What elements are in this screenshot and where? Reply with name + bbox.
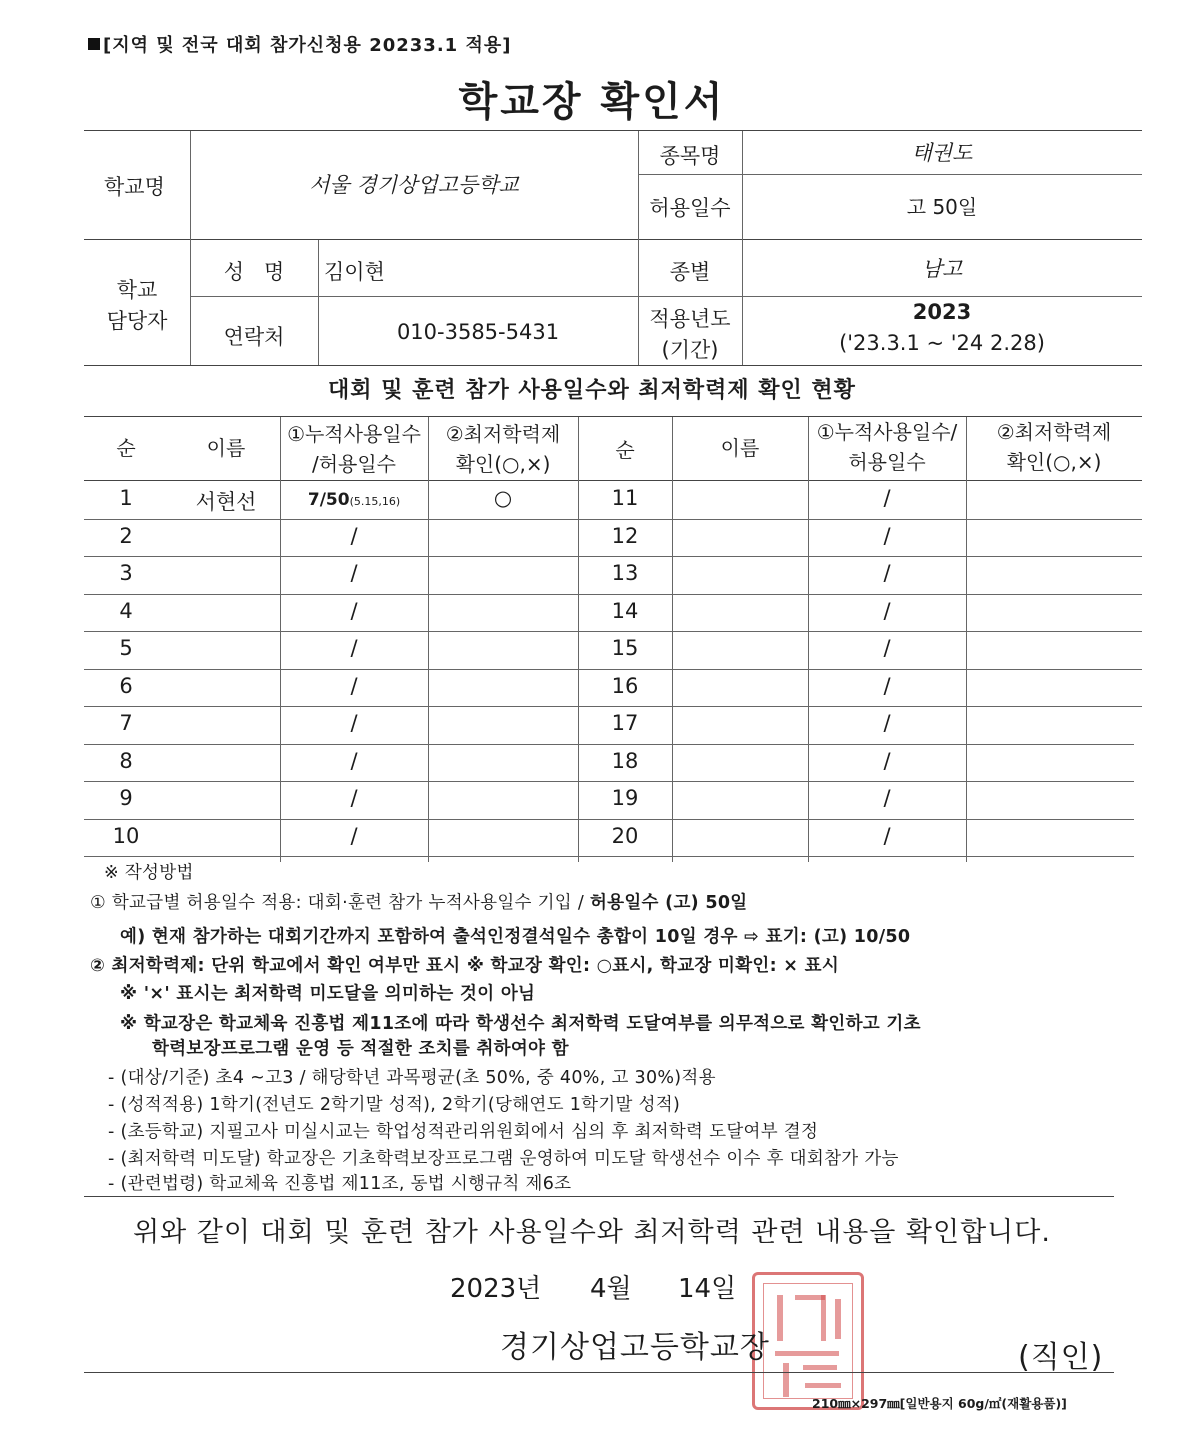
row-days-value: /	[350, 824, 358, 848]
row-days-right: /	[883, 674, 891, 698]
row-days-value: /	[350, 599, 358, 623]
row-number-left: 10	[112, 824, 140, 848]
row-days-left	[280, 599, 428, 623]
row-days-right: /	[883, 486, 891, 510]
principal-title: 경기상업고등학교장	[500, 1330, 770, 1365]
note-allowed-days: ① 학교급별 허용일수 적용: 대회·훈련 참가 누적사용일수 기입 / 허용일수 (고) 50일	[90, 893, 748, 913]
note-x-meaning: ※ '×' 표시는 최저학력 미도달을 의미하는 것이 아님	[120, 984, 536, 1004]
row-days-value: /	[350, 786, 358, 810]
header-days-left-line2: /허용일수	[311, 452, 397, 476]
row-number-left: 2	[119, 524, 133, 548]
note-law-line2: 학력보장프로그램 운영 등 적절한 조치를 취하여야 함	[152, 1039, 569, 1059]
section-title: 대회 및 훈련 참가 사용일수와 최저학력제 확인 현황	[328, 378, 856, 403]
row-number-left: 5	[119, 636, 133, 660]
header-check-right-line1: ②최저학력제	[996, 420, 1112, 444]
date-day: 14일	[678, 1274, 737, 1304]
row-number-left: 6	[119, 674, 133, 698]
note-laws: - (관련법령) 학교체육 진흥법 제11조, 동법 시행규칙 제6조	[108, 1174, 572, 1194]
row-number-left: 1	[119, 486, 133, 510]
row-name-left: 서현선	[195, 490, 257, 514]
year-label-line1: 적용년도	[649, 307, 731, 331]
manager-label-line1: 학교	[116, 278, 158, 302]
header-days-right-line1: ①누적사용일수/	[816, 420, 958, 444]
note-grades: - (성적적용) 1학기(전년도 2학기말 성적), 2학기(당해연도 1학기말 성적)	[108, 1095, 681, 1115]
header-name-right: 이름	[720, 436, 760, 460]
row-days-left	[280, 674, 428, 698]
row-number-left: 7	[119, 711, 133, 735]
row-number-right: 13	[611, 561, 639, 585]
header-days-left-line1: ①누적사용일수	[287, 422, 421, 446]
row-number-right: 12	[611, 524, 639, 548]
date-month: 4월	[590, 1274, 632, 1304]
row-number-right: 14	[611, 599, 639, 623]
row-days-right: /	[883, 824, 891, 848]
row-divider	[84, 594, 1142, 595]
notes-heading: ※ 작성방법	[104, 863, 194, 883]
period-value: ('23.3.1 ~ '24 2.28)	[839, 331, 1045, 355]
row-days-left	[280, 824, 428, 848]
header-no-right: 순	[615, 438, 635, 462]
row-days-value: /	[350, 674, 358, 698]
row-number-right: 20	[611, 824, 639, 848]
row-number-left: 4	[119, 599, 133, 623]
sport-value: 태권도	[911, 141, 973, 165]
row-days-right: /	[883, 636, 891, 660]
row-check-left: ○	[493, 486, 513, 510]
row-days-value: /	[350, 749, 358, 773]
seal-placeholder-label: (직인)	[1018, 1340, 1104, 1375]
year-value: 2023	[912, 300, 972, 324]
row-number-right: 19	[611, 786, 639, 810]
row-divider	[84, 706, 1142, 707]
row-days-right: /	[883, 524, 891, 548]
row-number-left: 9	[119, 786, 133, 810]
square-bullet-icon	[88, 38, 100, 50]
row-number-left: 8	[119, 749, 133, 773]
date-year: 2023년	[450, 1274, 542, 1304]
contact-value: 010-3585-5431	[396, 320, 560, 344]
row-number-left: 3	[119, 561, 133, 585]
allowed-days-value: 고 50일	[906, 195, 978, 219]
row-days-left	[280, 636, 428, 660]
note-target: - (대상/기준) 초4 ~고3 / 해당학년 과목평균(초 50%, 중 40%, 고 30%)적용	[108, 1068, 716, 1088]
row-divider	[84, 819, 1134, 820]
row-days-right: /	[883, 711, 891, 735]
row-days-left	[280, 486, 428, 510]
row-days-left	[280, 786, 428, 810]
row-days-left	[280, 561, 428, 585]
row-days-right: /	[883, 786, 891, 810]
row-days-value: /	[350, 636, 358, 660]
row-number-right: 11	[611, 486, 639, 510]
note-not-reached: - (최저학력 미도달) 학교장은 기초학력보장프로그램 운영하여 미도달 학생선수 이수 후 대회참가 가능	[108, 1149, 899, 1169]
row-number-right: 18	[611, 749, 639, 773]
row-days-value: 7/50	[307, 490, 350, 510]
person-name-value: 김이현	[324, 260, 385, 284]
school-name-value: 서울 경기상업고등학교	[309, 173, 519, 197]
row-divider	[84, 556, 1142, 557]
gender-label: 종별	[669, 260, 711, 284]
gender-value: 남고	[921, 257, 963, 281]
row-number-right: 17	[611, 711, 639, 735]
row-days-left	[280, 524, 428, 548]
row-days-left	[280, 711, 428, 735]
sport-label: 종목명	[659, 144, 721, 168]
confirmation-statement: 위와 같이 대회 및 훈련 참가 사용일수와 최저학력 관련 내용을 확인합니다.	[133, 1217, 1051, 1248]
row-number-right: 16	[611, 674, 639, 698]
row-divider	[84, 519, 1142, 520]
allowed-days-label: 허용일수	[649, 196, 731, 220]
row-days-note: (5.15,16)	[349, 495, 401, 508]
row-number-right: 15	[611, 636, 639, 660]
row-divider	[84, 669, 1142, 670]
row-divider	[84, 781, 1134, 782]
manager-label-line2: 담당자	[106, 309, 168, 333]
row-days-left	[280, 749, 428, 773]
header-name-left: 이름	[206, 436, 246, 460]
row-days-right: /	[883, 749, 891, 773]
note-example: 예) 현재 참가하는 대회기간까지 포함하여 출석인정결석일수 총합이 10일 경우 ⇨ 표기: (고) 10/50	[120, 927, 911, 947]
note-elementary: - (초등학교) 지필고사 미실시교는 학업성적관리위원회에서 심의 후 최저학력 도달여부 결정	[108, 1122, 819, 1142]
row-divider	[84, 631, 1142, 632]
header-check-left-line2: 확인(○,×)	[455, 452, 551, 476]
row-days-value: /	[350, 711, 358, 735]
row-days-value: /	[350, 561, 358, 585]
note-law-line1: ※ 학교장은 학교체육 진흥법 제11조에 따라 학생선수 최저학력 도달여부를 의무적으로 확인하고 기초	[120, 1014, 921, 1034]
header-check-right-line2: 확인(○,×)	[1006, 450, 1102, 474]
row-divider	[84, 856, 1134, 857]
year-label-line2: (기간)	[661, 338, 719, 362]
row-divider	[84, 744, 1134, 745]
header-no-left: 순	[116, 436, 136, 460]
school-name-label: 학교명	[104, 175, 165, 199]
row-days-value: /	[350, 524, 358, 548]
paper-spec: 210㎜×297㎜[일반용지 60g/㎡(재활용품)]	[812, 1396, 1067, 1411]
person-name-label: 성 명	[223, 260, 285, 284]
contact-label: 연락처	[223, 325, 285, 349]
row-days-right: /	[883, 599, 891, 623]
document-title: 학교장 확인서	[458, 79, 726, 125]
row-days-right: /	[883, 561, 891, 585]
note-min-academic: ② 최저학력제: 단위 학교에서 확인 여부만 표시 ※ 학교장 확인: ○표시, 학교장 미확인: × 표시	[90, 956, 840, 976]
form-usage-tag: [지역 및 전국 대회 참가신청용 20233.1 적용]	[88, 31, 511, 57]
header-days-right-line2: 허용일수	[848, 450, 926, 474]
header-check-left-line1: ②최저학력제	[445, 422, 561, 446]
